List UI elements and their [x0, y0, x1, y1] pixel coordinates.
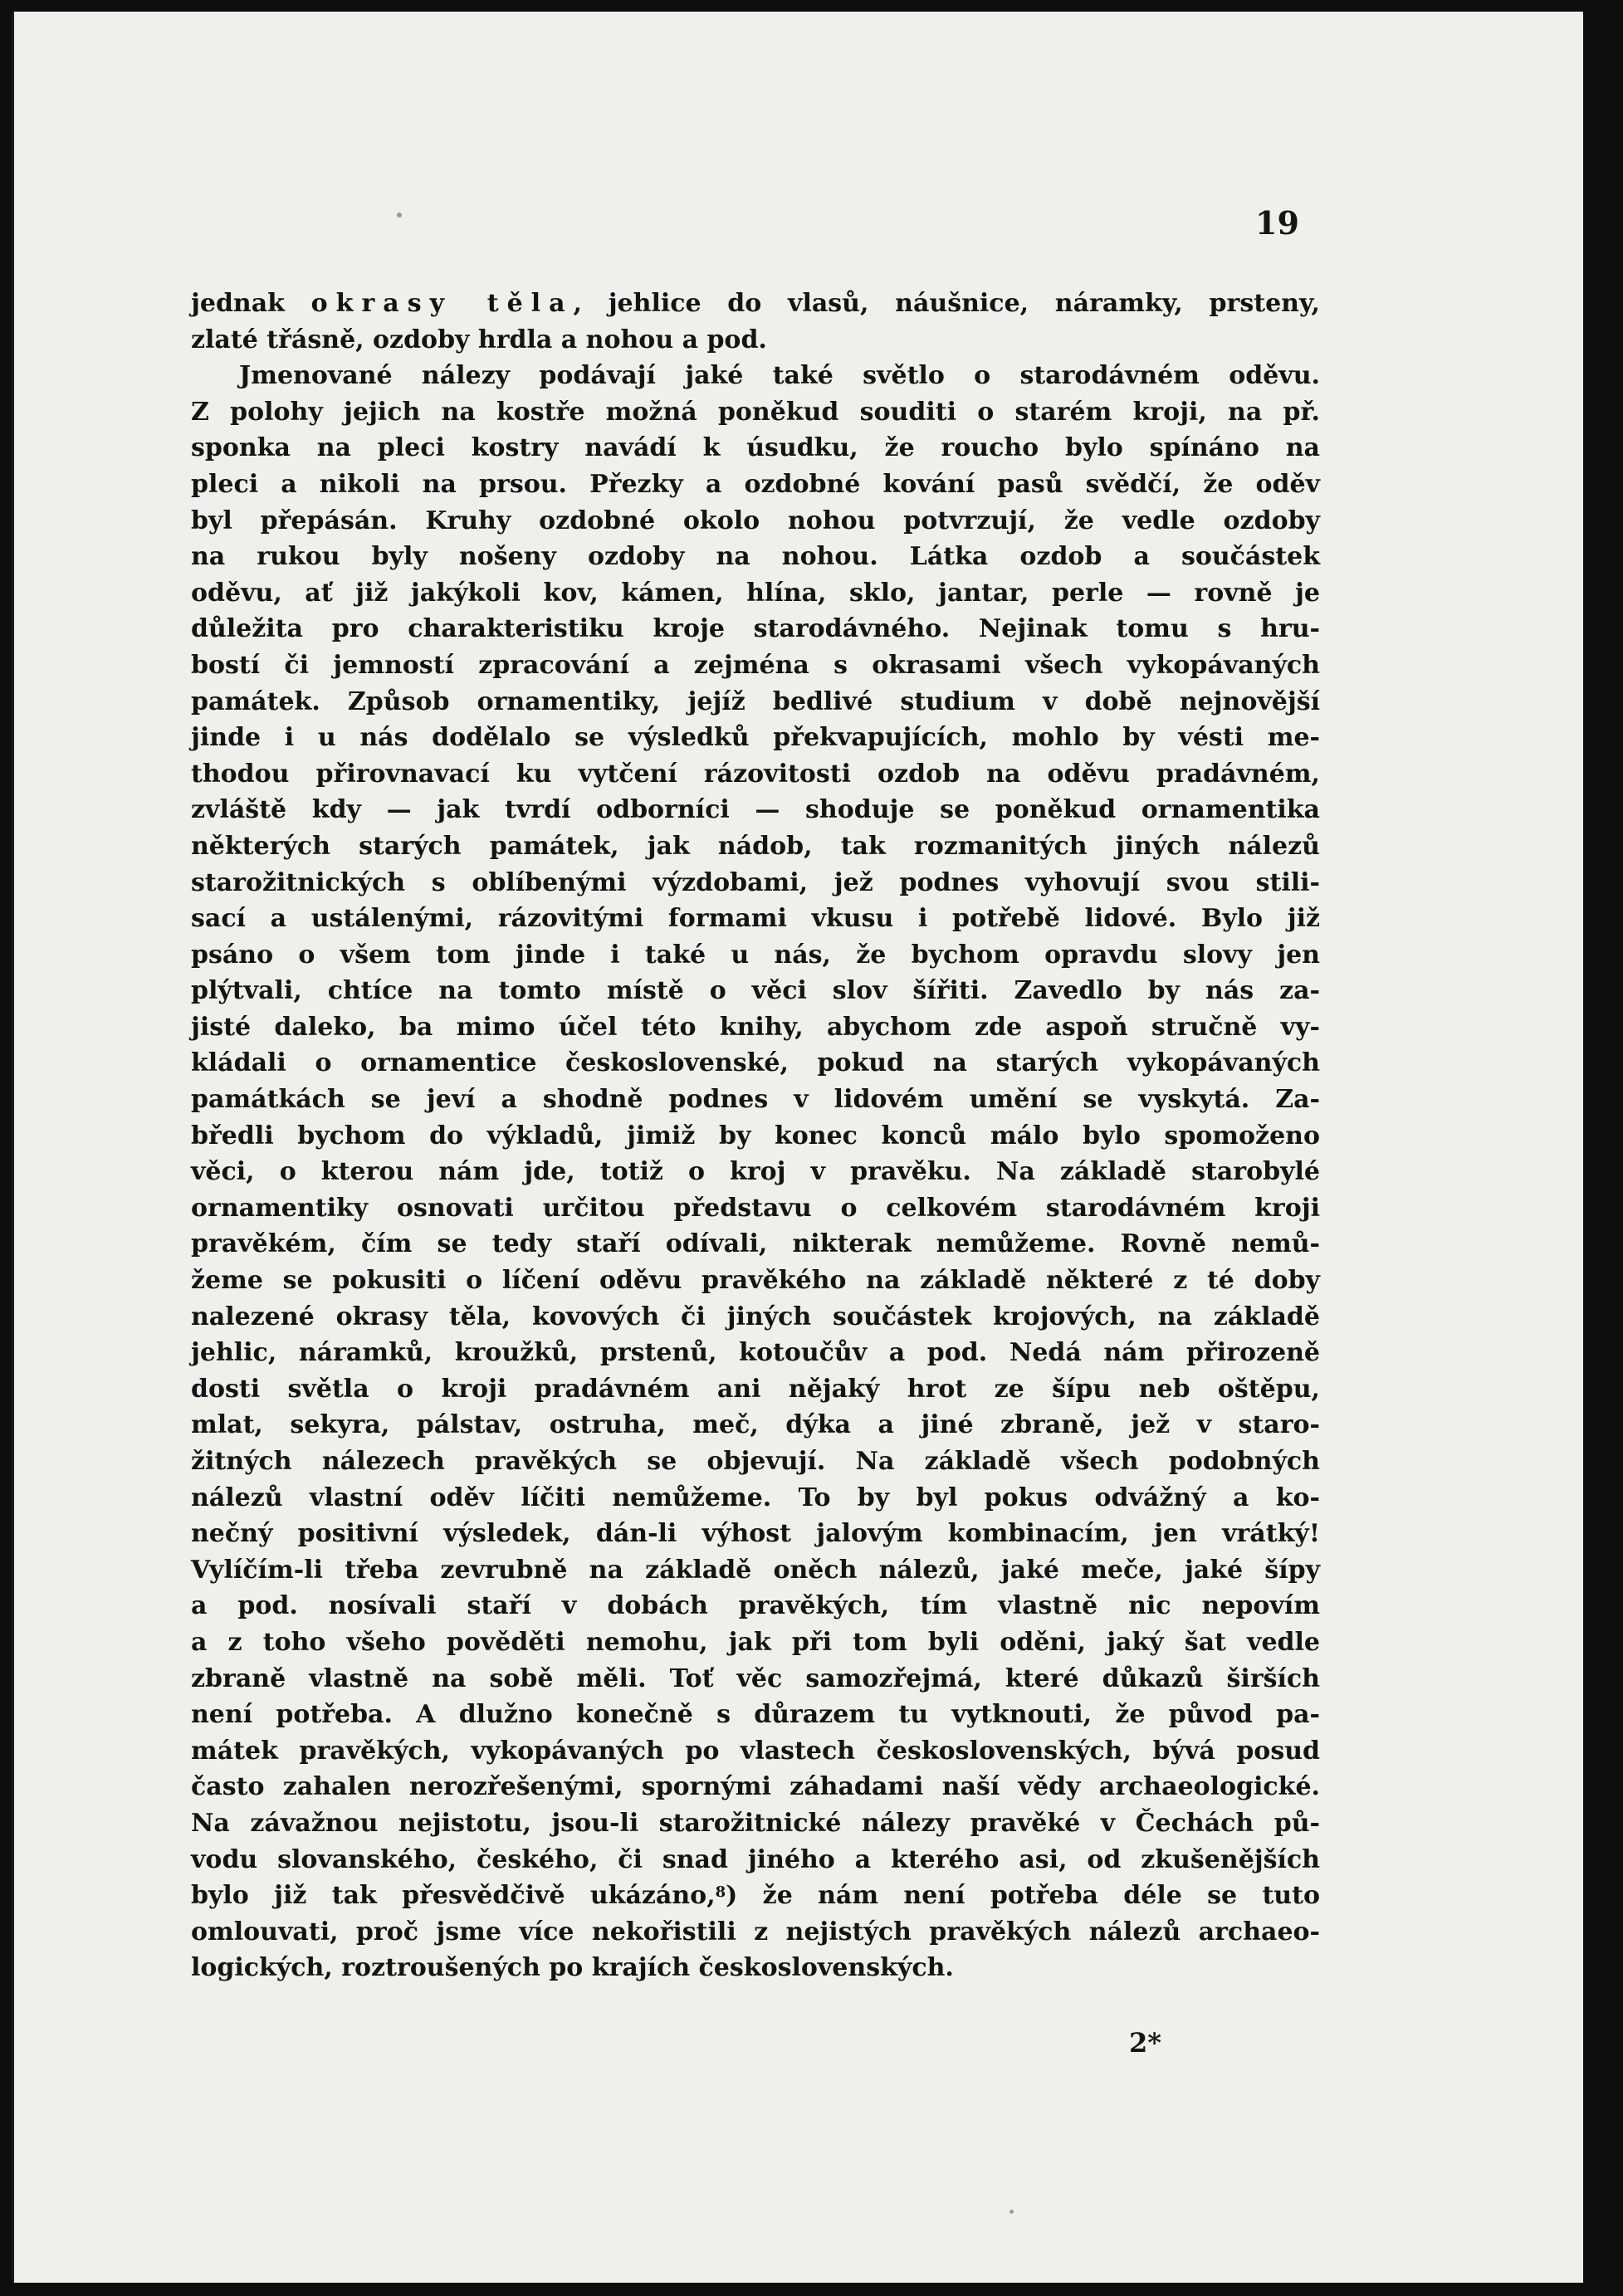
text-run: důležita pro charakteristiku kroje starodávného. Nejinak tomu s hru-	[191, 614, 1320, 644]
text-run: mlat, sekyra, pálstav, ostruha, meč, dýka a jiné zbraně, jež v staro-	[191, 1410, 1320, 1440]
text-run: thodou přirovnavací ku vytčení rázovitosti ozdob na oděvu pradávném,	[191, 759, 1320, 789]
text-line	[191, 1444, 1320, 1480]
text-line	[191, 1914, 1320, 1951]
text-run: byl přepásán. Kruhy ozdobné okolo nohou potvrzují, že vedle ozdoby	[191, 506, 1320, 535]
text-run: bředli bychom do výkladů, jimiž by konec konců málo bylo spomoženo	[191, 1121, 1320, 1150]
text-run: nálezů vlastní oděv líčiti nemůžeme. To by byl pokus odvážný a ko-	[191, 1483, 1320, 1512]
text-line	[191, 1661, 1320, 1698]
text-line	[191, 394, 1320, 431]
text-run: není potřeba. A dlužno konečně s důrazem tu vytknouti, že původ pa-	[191, 1700, 1320, 1730]
paper-speck	[397, 213, 402, 217]
text-run: starožitnických s oblíbenými výzdobami, jež podnes vyhovují svou stili-	[191, 867, 1320, 897]
text-run: a z toho všeho pověděti nemohu, jak při tom byli oděni, jaký šat vedle	[191, 1627, 1320, 1657]
text-line	[191, 1299, 1320, 1336]
text-line	[191, 1552, 1320, 1589]
text-run: jehlic, náramků, kroužků, prstenů, kotoučův a pod. Nedá nám přirozeně	[191, 1338, 1320, 1368]
text-run: a pod. nosívali staří v dobách pravěkých, tím vlastně nic nepovím	[191, 1591, 1320, 1621]
text-line	[191, 792, 1320, 828]
text-run: Vylíčím-li třeba zevrubně na základě oněch nálezů, jaké meče, jaké šípy	[191, 1555, 1320, 1585]
text-run: pleci a nikoli na prsou. Přezky a ozdobné kování pasů svědčí, že oděv	[191, 469, 1320, 499]
text-line	[191, 684, 1320, 721]
text-line	[191, 720, 1320, 756]
text-run: zbraně vlastně na sobě měli. Toť věc samozřejmá, které důkazů širších	[191, 1663, 1320, 1693]
text-run: Jmenované nálezy podávají jaké také světlo o starodávném oděvu.	[239, 361, 1320, 391]
text-run: ornamentiky osnovati určitou představu o celkovém starodávném kroji	[191, 1193, 1320, 1223]
text-line	[191, 865, 1320, 901]
text-line	[191, 1371, 1320, 1408]
text-line	[191, 1190, 1320, 1227]
text-run: nalezené okrasy těla, kovových či jiných součástek krojových, na základě	[191, 1302, 1320, 1331]
text-run: dosti světla o kroji pradávném ani nějaký hrot ze šípu neb oštěpu,	[191, 1374, 1320, 1404]
text-line	[191, 1805, 1320, 1842]
text-run: bylo již tak přesvědčivě ukázáno,	[191, 1881, 716, 1911]
text-run: žeme se pokusiti o líčení oděvu pravěkého na základě některé z té doby	[191, 1266, 1320, 1296]
text-run: kládali o ornamentice československé, pokud na starých vykopávaných	[191, 1048, 1320, 1078]
text-run: jednak	[191, 289, 311, 318]
page-fold-edge	[12, 12, 14, 2283]
text-line	[191, 1733, 1320, 1770]
text-line	[191, 430, 1320, 467]
text-line	[191, 1118, 1320, 1155]
text-line	[191, 1263, 1320, 1299]
text-run: vodu slovanského, českého, či snad jiného a kterého asi, od zkušenějších	[191, 1844, 1320, 1874]
text-run: plýtvali, chtíce na tomto místě o věci slov šířiti. Zavedlo by nás za-	[191, 976, 1320, 1006]
text-line	[191, 575, 1320, 612]
text-line	[191, 1878, 1320, 1914]
footnote-reference: 8	[715, 1883, 726, 1902]
text-line	[191, 1480, 1320, 1517]
text-line	[191, 973, 1320, 1009]
body-text	[191, 286, 1320, 1986]
page-number: 19	[1255, 204, 1299, 242]
paper-speck	[1009, 2210, 1014, 2214]
spaced-emphasis: okrasy těla	[310, 289, 574, 318]
text-line	[191, 467, 1320, 503]
text-line	[191, 901, 1320, 937]
text-line	[191, 1082, 1320, 1118]
text-line	[191, 647, 1320, 684]
text-run: Na závažnou nejistotu, jsou-li starožitnické nálezy pravěké v Čechách pů-	[191, 1808, 1320, 1838]
text-run: sací a ustálenými, rázovitými formami vkusu i potřebě lidové. Bylo již	[191, 904, 1320, 934]
text-line	[191, 1769, 1320, 1805]
text-line	[191, 539, 1320, 575]
text-run: oděvu, ať již jakýkoli kov, kámen, hlína, sklo, jantar, perle — rovně je	[191, 578, 1320, 608]
text-run: památkách se jeví a shodně podnes v lidovém umění se vyskytá. Za-	[191, 1085, 1320, 1115]
text-run: některých starých památek, jak nádob, tak rozmanitých jiných nálezů	[191, 831, 1320, 861]
text-run: na rukou byly nošeny ozdoby na nohou. Látka ozdob a součástek	[191, 542, 1320, 572]
text-line	[191, 828, 1320, 865]
text-run: logických, roztroušených po krajích československých.	[191, 1953, 954, 1983]
text-run: věci, o kterou nám jde, totiž o kroj v pravěku. Na základě starobylé	[191, 1157, 1320, 1187]
text-line	[191, 1697, 1320, 1733]
text-line	[191, 1226, 1320, 1263]
text-run: , jehlice do vlasů, náušnice, náramky, prsteny,	[573, 289, 1320, 318]
text-line	[191, 937, 1320, 974]
text-line	[191, 1842, 1320, 1878]
text-run: bostí či jemností zpracování a zejména s okrasami všech vykopávaných	[191, 650, 1320, 680]
text-line	[191, 1154, 1320, 1190]
text-run: jisté daleko, ba mimo účel této knihy, abychom zde aspoň stručně vy-	[191, 1012, 1320, 1042]
text-line	[191, 1045, 1320, 1082]
text-line	[191, 1335, 1320, 1371]
text-run: omlouvati, proč jsme více nekořistili z nejistých pravěkých nálezů archaeo-	[191, 1917, 1320, 1947]
text-line	[191, 503, 1320, 540]
text-line	[191, 1516, 1320, 1552]
text-line	[191, 1009, 1320, 1046]
text-run: jinde i u nás dodělalo se výsledků překvapujících, mohlo by vésti me-	[191, 723, 1320, 753]
book-page	[12, 12, 1583, 2283]
text-line	[191, 1407, 1320, 1444]
text-run: zvláště kdy — jak tvrdí odborníci — shoduje se poněkud ornamentika	[191, 795, 1320, 825]
text-run: žitných nálezech pravěkých se objevují. Na základě všech podobných	[191, 1447, 1320, 1476]
text-line	[191, 1624, 1320, 1661]
text-run: často zahalen nerozřešenými, spornými záhadami naší vědy archaeologické.	[191, 1772, 1320, 1802]
text-run: pravěkém, čím se tedy staří odívali, nikterak nemůžeme. Rovně nemů-	[191, 1229, 1320, 1259]
text-run: nečný positivní výsledek, dán-li výhost jalovým kombinacím, jen vrátký!	[191, 1519, 1320, 1549]
text-line	[191, 756, 1320, 793]
text-line	[191, 1950, 1320, 1986]
text-line	[191, 1588, 1320, 1624]
text-line	[191, 322, 1320, 359]
text-line	[191, 611, 1320, 647]
text-run: sponka na pleci kostry navádí k úsudku, že roucho bylo spínáno na	[191, 433, 1320, 463]
text-run: zlaté třásně, ozdoby hrdla a nohou a pod.	[191, 325, 767, 354]
text-run: mátek pravěkých, vykopávaných po vlastech československých, bývá posud	[191, 1736, 1320, 1766]
text-line	[191, 358, 1320, 394]
text-run: psáno o všem tom jinde i také u nás, že bychom opravdu slovy jen	[191, 940, 1320, 970]
text-run: památek. Způsob ornamentiky, jejíž bedlivé studium v době nejnovější	[191, 686, 1320, 716]
text-line	[191, 286, 1320, 322]
text-run: ) že nám není potřeba déle se tuto	[726, 1881, 1320, 1911]
signature-mark: 2*	[1129, 2027, 1161, 2059]
text-run: Z polohy jejich na kostře možná poněkud souditi o starém kroji, na př.	[191, 397, 1320, 427]
